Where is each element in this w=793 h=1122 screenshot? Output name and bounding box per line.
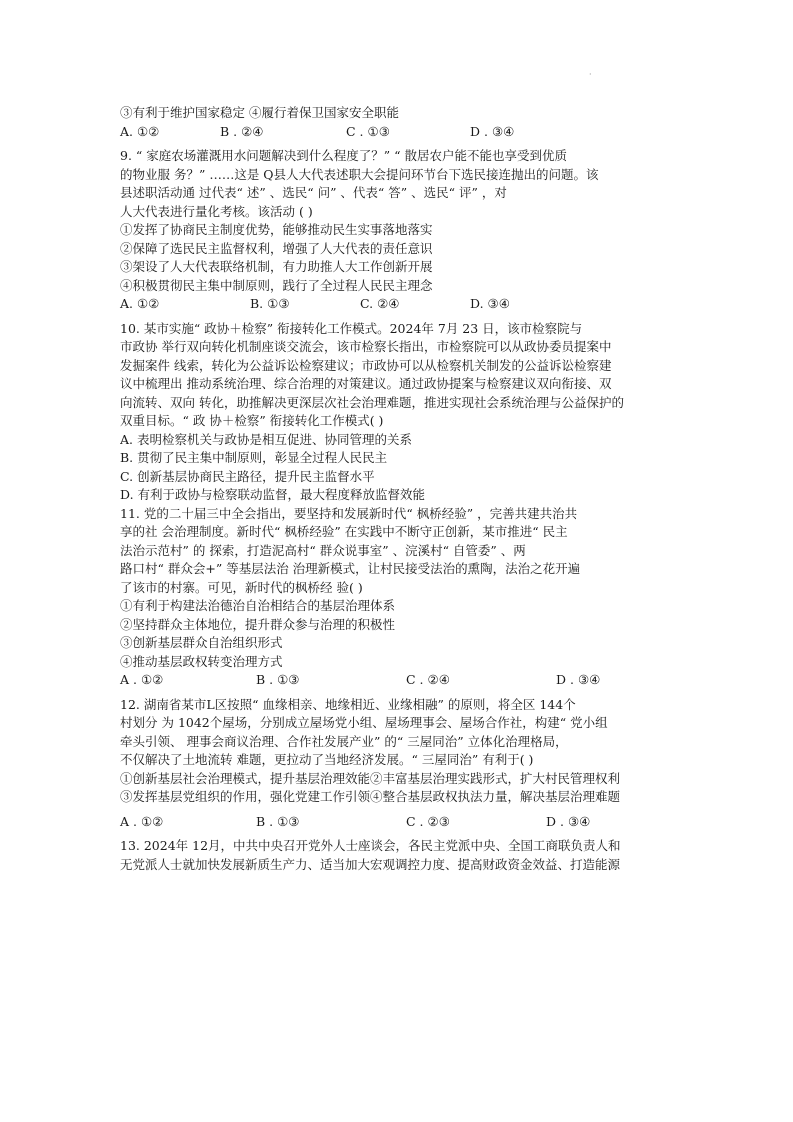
question-line: 了该市的村寨。可见，新时代的枫桥经 验( ) xyxy=(120,579,363,595)
option-a: A . ①② xyxy=(120,672,164,687)
option-a: A. ①② xyxy=(120,123,160,139)
question-line: 牵头引领、 理事会商议治理、合作社发展产业” 的“ 三屋同治” 立体化治理格局， xyxy=(120,733,568,749)
statement-4: ④推动基层政权转变治理方式 xyxy=(120,653,283,669)
question-12 xyxy=(120,696,680,832)
statement-3: ③创新基层群众自治组织形式 xyxy=(120,635,283,650)
question-line: 10. 某市实施“ 政协＋检察” 衔接转化工作模式。2024年 7月 23 日，该市检察院与 xyxy=(120,320,583,336)
statement-3-4: ③发挥基层党组织的作用，强化党建工作引领④整合基层政权执法力量，解决基层治理难题 xyxy=(120,789,621,804)
statement-1-2: ①创新基层社会治理模式，提升基层治理效能②丰富基层治理实践形式，扩大村民管理权利 xyxy=(120,770,621,786)
statement-1: ①发挥了协商民主制度优势，能够推动民生实事落地落实 xyxy=(120,222,433,237)
question-line: 向流转、双向 转化，助推解决更深层次社会治理难题，推进实现社会系统治理与公益保护的 xyxy=(120,394,624,410)
question-line: 9. “ 家庭农场灌溉用水问题解决到什么程度了？” “ 散居农户能不能也享受到优质 xyxy=(120,148,567,163)
question-11 xyxy=(120,505,680,690)
question-line: 县述职活动通 过代表“ 述” 、选民“ 问” 、代表“ 答” 、选民“ 评” ，对 xyxy=(120,185,507,200)
question-line: 市政协 举行双向转化机制座谈交流会，该市检察长指出，市检察院可以从政协委员提案中 xyxy=(120,339,612,354)
statement-2: ②坚持群众主体地位，提升群众参与治理的积极性 xyxy=(120,616,396,632)
option-d: D. ③④ xyxy=(470,296,510,311)
question-13 xyxy=(120,837,680,874)
question-line: 享的社 会治理制度。新时代“ 枫桥经验” 在实践中不断守正创新，某市推进“ 民主 xyxy=(120,524,568,539)
question-line: 发掘案件 线索，转化为公益诉讼检察建议；市政协可以从检察机关制发的公益诉讼检察建 xyxy=(120,357,612,373)
question-line: 11. 党的二十届三中全会指出，要坚持和发展新时代“ 枫桥经验” ，完善共建共治共 xyxy=(120,505,578,521)
question-12-options xyxy=(120,813,680,832)
statement-4: ④积极贯彻民主集中制原则，践行了全过程人民民主理念 xyxy=(120,277,433,293)
option-b: B . ②④ xyxy=(220,123,264,139)
statement-2: ②保障了选民民主监督权利，增强了人大代表的责任意识 xyxy=(120,240,433,256)
option-c: C . ②④ xyxy=(406,672,450,687)
option-a: A. 表明检察机关与政协是相互促进、协同管理的关系 xyxy=(120,431,412,447)
option-c: C . ②③ xyxy=(406,813,450,829)
question-line: 路口村“ 群众会+” 等基层法治 治理新模式，让村民接受法治的熏陶，法治之花开遍 xyxy=(120,561,581,576)
question-line: 的物业服 务？” ……这是 Q县人大代表述职大会提问环节台下选民接连抛出的问题。该 xyxy=(120,166,599,182)
option-b: B . ①③ xyxy=(256,672,300,687)
question-line: 13. 2024年 12月，中共中央召开党外人士座谈会，各民主党派中央、全国工商联负责人和 xyxy=(120,838,621,853)
question-line: 村划分 为 1042个屋场，分别成立屋场党小组、屋场理事会、屋场合作社，构建“ 党小组 xyxy=(120,715,608,730)
option-c: C . ①③ xyxy=(346,123,390,139)
question-line: 议中梳理出 推动系统治理、综合治理的对策建议。通过政协提案与检察建议双向衔接、双 xyxy=(120,376,612,391)
option-c: C. 创新基层协商民主路径，提升民主监督水平 xyxy=(120,468,375,484)
option-b: B. ①③ xyxy=(250,296,290,311)
statement-3: ③架设了人大代表联络机制，有力助推人大工作创新开展 xyxy=(120,259,433,274)
question-9 xyxy=(120,147,680,314)
option-d: D . ③④ xyxy=(546,813,591,829)
statement-1: ①有利于构建法治德治自治相结合的基层治理体系 xyxy=(120,598,396,613)
option-d: D. 有利于政协与检察联动监督，最大程度释放监督效能 xyxy=(120,487,426,502)
prev-question-options xyxy=(120,123,680,142)
question-9-options xyxy=(120,295,680,314)
page-mark: · xyxy=(589,70,592,79)
option-a: A . ①② xyxy=(120,813,164,829)
question-line: 双重目标。“ 政 协＋检察” 衔接转化工作模式( ) xyxy=(120,413,384,428)
question-10 xyxy=(120,320,680,505)
question-line: 法治示范村” 的 探索，打造泥高村“ 群众说事室” 、浣溪村“ 自管委” 、两 xyxy=(120,542,526,558)
question-11-options xyxy=(120,671,680,690)
option-b: B . ①③ xyxy=(256,813,300,829)
option-b: B. 贯彻了民主集中制原则，彰显全过程人民民主 xyxy=(120,450,388,465)
option-c: C. ②④ xyxy=(360,296,400,311)
question-line: 12. 湖南省某市L区按照“ 血缘相亲、地缘相近、业缘相融” 的原则，将全区 144个 xyxy=(120,696,576,712)
prev-question-line: ③有利于维护国家稳定 ④履行着保卫国家安全职能 xyxy=(120,105,399,120)
document-page xyxy=(120,104,680,874)
option-d: D . ③④ xyxy=(556,672,601,687)
question-line: 无党派人士就加快发展新质生产力、适当加大宏观调控力度、提高财政资金效益、打造能源 xyxy=(120,856,621,872)
option-a: A. ①② xyxy=(120,296,160,311)
option-d: D . ③④ xyxy=(470,123,515,139)
question-line: 人大代表进行量化考核。该活动 ( ) xyxy=(120,203,313,219)
question-line: 不仅解决了土地流转 难题，更拉动了当地经济发展。“ 三屋同治” 有利于( ) xyxy=(120,752,534,767)
